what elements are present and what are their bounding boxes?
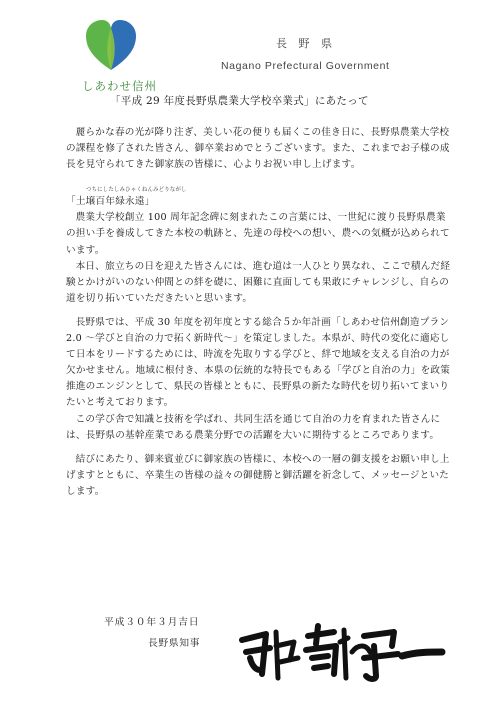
handwritten-signature [236,622,446,684]
paragraph-departure: 本日、旅立ちの日を迎えた皆さんには、進む道は一人ひとり異なれ、ここで積んだ経験とかけがいのない仲間との絆を礎に、困難に直面しても果敢にチャレンジし、自らの道を切り拓いていただきたいと思います。 [66,260,451,304]
paragraph-closing: 結びにあたり、御来賓並びに御家族の皆様に、本校への一層の御支援をお願い申し上げますとともに、卒業生の皆様の益々の御健勝と御活躍を祈念して、メッセージといたします。 [66,453,450,497]
logo-text: しあわせ信州 [82,79,157,93]
signer-title: 長野県知事 [148,638,200,649]
government-name-en: Nagano Prefectural Government [221,60,390,72]
motto-block [66,187,452,210]
heart-leaf-icon [82,16,140,74]
paragraph-plan: 長野県では、平成 30 年度を初年度とする総合５か年計画「しあわせ信州創造プラン 2.0 〜学びと自治の力で拓く新時代〜」を策定しました。本県が、時代の変化に適応して日本をリードするためには、時流を先取りする学びと、絆で地域を支える自治の力が欠かせません。地域に根付き、本県の伝統的な特長でもある「学びと自治の力」を政策推進のエンジンとして、県民の皆様とともに、長野県の新たな時代を切り拓いてまいりたいと考えております。 [66,316,451,409]
letter-date: 平成３０年３月吉日 [104,617,200,628]
paragraph-monument: 農業大学校創立 100 周年記念碑に刻まれたこの言葉には、一世紀に渡り長野県農業の担い手を養成してきた本校の軌跡と、先達の母校への想い、農への気概が込められています。 [66,212,450,256]
motto-heading: 「土壌百年緑永遠」 [66,196,155,208]
paragraph-expectation: この学び舎で知識と技術を学ばれ、共同生活を通じて自治の力を育まれた皆さんには、長野県の基幹産業である農業分野での活躍を大いに期待するところであります。 [66,413,441,441]
government-name-jp: 長 野 県 [276,37,336,50]
letter-body [66,125,452,500]
motto-reading: つちにしたしみひゃくねんみどりながし [86,187,187,194]
shiawase-shinshu-logo [80,14,176,94]
paragraph-greeting: 麗らかな春の光が降り注ぎ、美しい花の便りも届くこの佳き日に、長野県農業大学校の課程を修了された皆さん、御卒業おめでとうございます。また、これまでお子様の成長を見守られてきた御家族の皆様に、心よりお祝い申し上げます。 [66,127,450,171]
document-title: 「平成 29 年度長野県農業大学校卒業式」にあたって [110,95,369,107]
